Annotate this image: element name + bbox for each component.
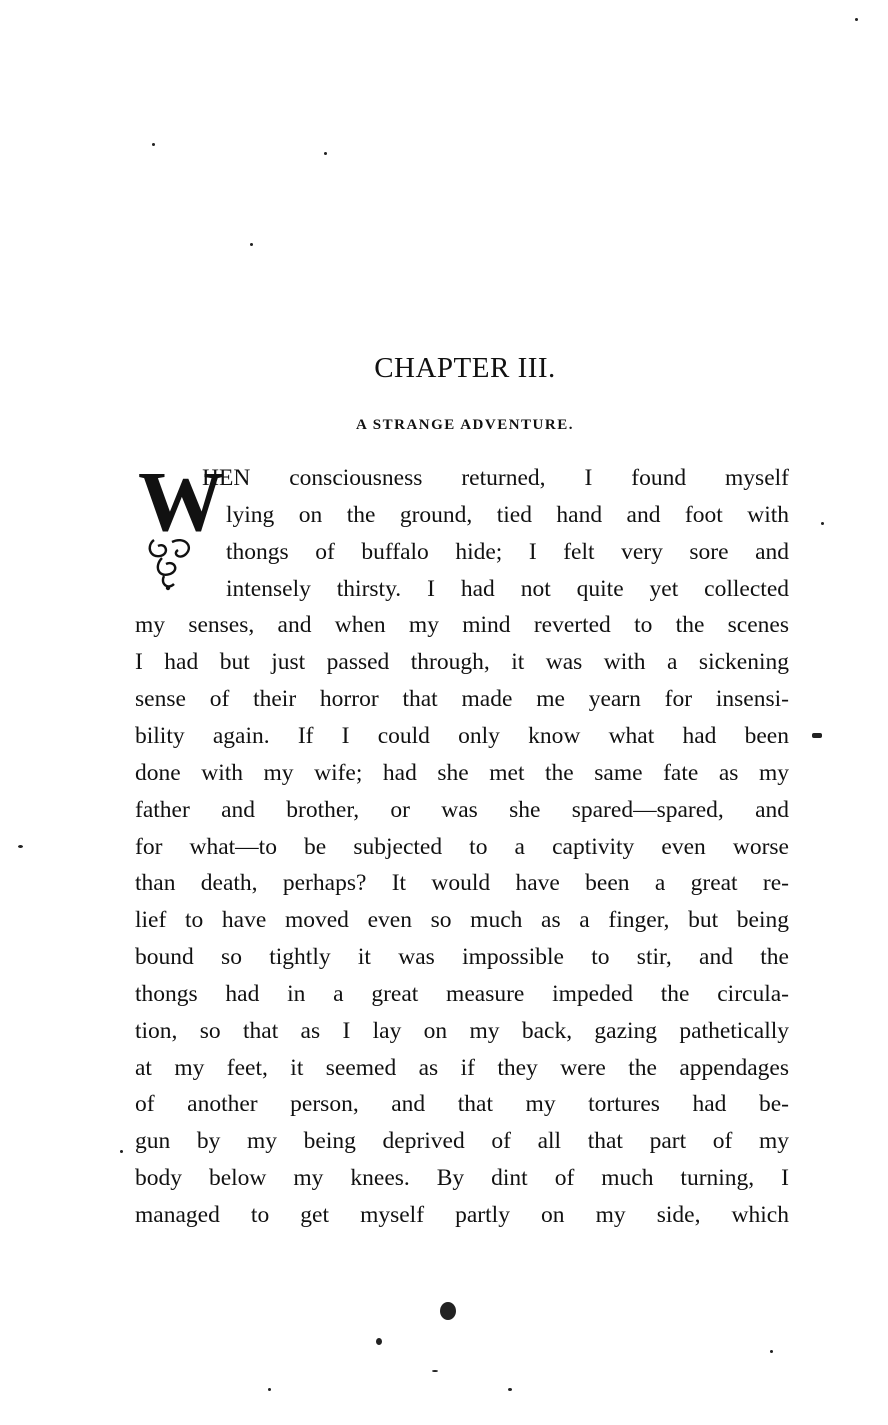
text-line: body below my knees. By dint of much turning, I: [135, 1165, 789, 1192]
text-line: I had but just passed through, it was with a sickening: [135, 649, 789, 676]
text-line: bound so tightly it was impossible to stir, and the: [135, 944, 789, 971]
ink-speck: [268, 1388, 271, 1391]
text-line: for what—to be subjected to a captivity even worse: [135, 833, 789, 860]
ink-speck: [812, 733, 822, 738]
text-line: at my feet, it seemed as if they were the appendages: [135, 1054, 789, 1081]
text-line: HEN consciousness returned, I found myself: [202, 465, 789, 491]
drop-cap-letter: W: [138, 453, 224, 549]
chapter-title: CHAPTER III.: [374, 352, 556, 384]
text-line: lief to have moved even so much as a finger, but being: [135, 907, 789, 934]
ink-speck: [152, 143, 155, 146]
text-line: than death, perhaps? It would have been a great re-: [135, 870, 789, 897]
flourish-ornament-icon: [144, 532, 204, 592]
text-line: sense of their horror that made me yearn for insensi-: [135, 686, 789, 713]
text-line: intensely thirsty. I had not quite yet collected: [226, 575, 789, 602]
text-line: done with my wife; had she met the same fate as my: [135, 759, 789, 786]
ink-speck: [440, 1302, 456, 1320]
text-line: my senses, and when my mind reverted to the scenes: [135, 612, 789, 639]
ink-speck: [376, 1338, 382, 1345]
text-line: gun by my being deprived of all that part of my: [135, 1128, 789, 1155]
ink-speck: [324, 152, 327, 155]
ink-speck: [18, 845, 23, 848]
chapter-subtitle: A STRANGE ADVENTURE.: [356, 417, 574, 433]
text-line: bility again. If I could only know what had been: [135, 722, 789, 749]
ink-speck: [432, 1370, 438, 1372]
ink-speck: [250, 243, 253, 246]
text-line: managed to get myself partly on my side, which: [135, 1202, 789, 1228]
text-line: thongs of buffalo hide; I felt very sore and: [226, 538, 789, 565]
ink-speck: [120, 1150, 123, 1153]
text-line: lying on the ground, tied hand and foot with: [226, 501, 789, 528]
text-line: of another person, and that my tortures had be-: [135, 1091, 789, 1118]
ink-speck: [821, 522, 824, 525]
ink-speck: [508, 1388, 512, 1391]
text-line: thongs had in a great measure impeded the circula-: [135, 980, 789, 1007]
ink-speck: [770, 1350, 773, 1353]
text-line: father and brother, or was she spared—spared, and: [135, 796, 789, 823]
ink-speck: [855, 18, 858, 21]
text-line: tion, so that as I lay on my back, gazing pathetically: [135, 1017, 789, 1044]
